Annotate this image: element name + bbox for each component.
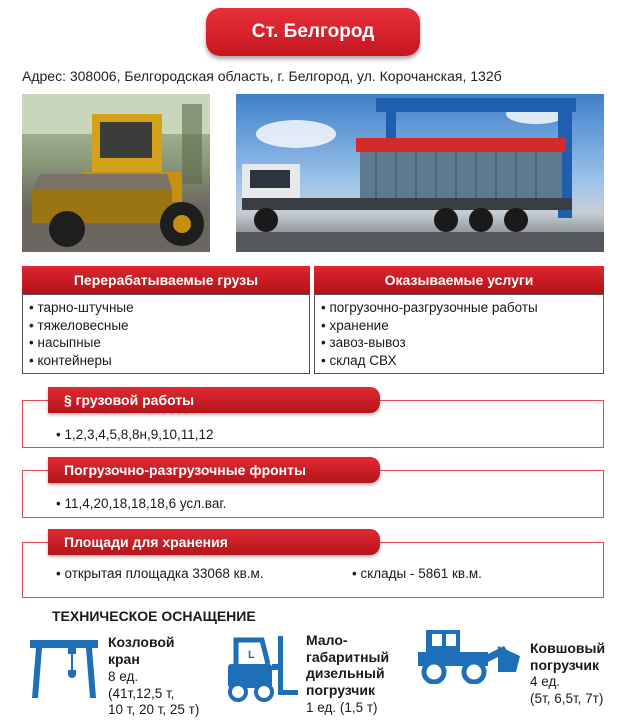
- bucket-loader-name: Ковшовый погрузчик: [530, 640, 606, 673]
- bucket-loader-icon: [418, 628, 522, 689]
- gantry-crane-name: Козловой кран: [108, 634, 175, 667]
- cargo-header: Перерабатываемые грузы: [22, 266, 310, 294]
- svg-text:L: L: [248, 649, 255, 661]
- list-item: • насыпные: [29, 334, 309, 352]
- forklift-detail: 1 ед. (1,5 т): [306, 700, 378, 715]
- storage-open-area: • открытая площадка 33068 кв.м.: [56, 566, 264, 581]
- equipment-title: ТЕХНИЧЕСКОЕ ОСНАЩЕНИЕ: [52, 608, 256, 624]
- storage-warehouses: • склады - 5861 кв.м.: [352, 566, 482, 581]
- cargo-ops-text: • 1,2,3,4,5,8,8н,9,10,11,12: [56, 427, 214, 442]
- storage-title: Площади для хранения: [48, 529, 380, 555]
- list-item: • погрузочно-разгрузочные работы: [321, 299, 603, 317]
- loading-fronts-text: • 11,4,20,18,18,18,6 усл.ваг.: [56, 496, 227, 511]
- station-title: Ст. Белгород: [206, 8, 420, 56]
- gantry-crane-detail: 8 ед. (41т,12,5 т, 10 т, 20 т, 25 т): [108, 669, 200, 717]
- list-item: • завоз-вывоз: [321, 334, 603, 352]
- list-item: • тяжеловесные: [29, 317, 309, 335]
- list-item: • хранение: [321, 317, 603, 335]
- list-item: • тарно-штучные: [29, 299, 309, 317]
- photo-container-crane: [236, 94, 604, 252]
- services-header: Оказываемые услуги: [314, 266, 604, 294]
- forklift-name: Мало- габаритный дизельный погрузчик: [306, 632, 390, 698]
- list-item: • склад СВХ: [321, 352, 603, 370]
- loading-fronts-title: Погрузочно-разгрузочные фронты: [48, 457, 380, 483]
- address: Адрес: 308006, Белгородская область, г. Белгород, ул. Корочанская, 132б: [22, 68, 502, 84]
- forklift-icon: [222, 634, 298, 707]
- cargo-ops-title: § грузовой работы: [48, 387, 380, 413]
- photo-wheel-loader: [22, 94, 210, 252]
- list-item: • контейнеры: [29, 352, 309, 370]
- bucket-loader-detail: 4 ед. (5т, 6,5т, 7т): [530, 674, 604, 706]
- cargo-list: [22, 294, 310, 374]
- services-list: [314, 294, 604, 374]
- gantry-crane-icon: [28, 636, 100, 705]
